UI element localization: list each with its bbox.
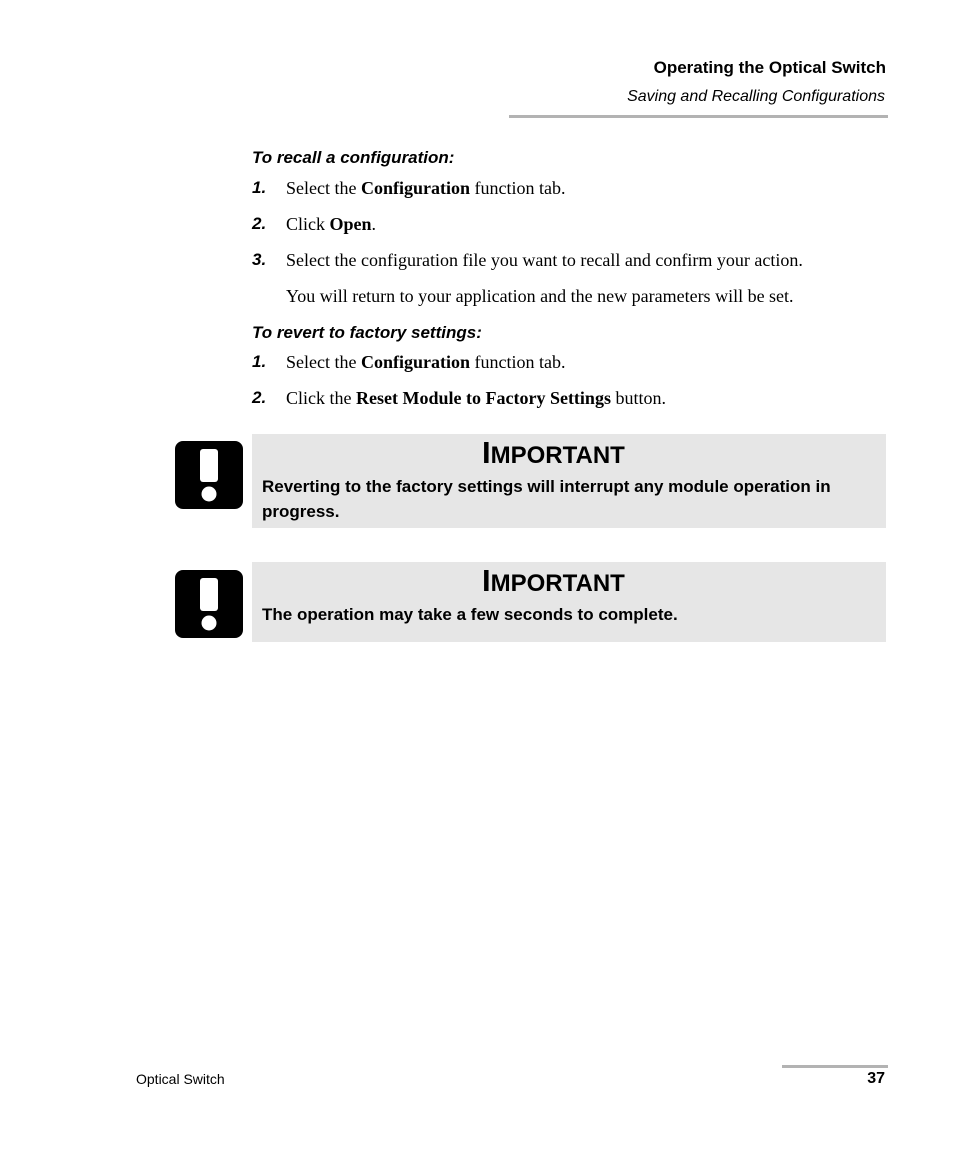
important-note bbox=[252, 434, 886, 528]
revert-heading: To revert to factory settings: bbox=[252, 323, 482, 342]
page-number: 37 bbox=[867, 1070, 885, 1087]
header-rule bbox=[509, 115, 888, 118]
step-number: 1. bbox=[252, 178, 267, 197]
step-text: Select the Configuration function tab. bbox=[286, 178, 566, 198]
ui-term: Reset Module to Factory Settings bbox=[356, 388, 611, 408]
important-note bbox=[252, 562, 886, 642]
chapter-title: Operating the Optical Switch bbox=[653, 58, 886, 77]
section-title: Saving and Recalling Configurations bbox=[627, 88, 885, 105]
step-number: 2. bbox=[252, 214, 267, 233]
exclamation-icon bbox=[175, 570, 243, 638]
recall-heading: To recall a configuration: bbox=[252, 148, 455, 167]
footer-rule bbox=[782, 1065, 888, 1068]
ui-term: Configuration bbox=[360, 352, 470, 372]
ui-term: Configuration bbox=[360, 178, 470, 198]
exclamation-icon bbox=[175, 441, 243, 509]
footer-product: Optical Switch bbox=[136, 1071, 225, 1087]
ui-term: Open bbox=[329, 214, 372, 234]
important-text: The operation may take a few seconds to complete. bbox=[262, 605, 678, 624]
step-text: Select the Configuration function tab. bbox=[286, 352, 566, 372]
step-text: Click the Reset Module to Factory Settings button. bbox=[286, 388, 666, 408]
step-number: 3. bbox=[252, 250, 267, 269]
important-title: IMPORTANT bbox=[482, 435, 625, 470]
important-title: IMPORTANT bbox=[482, 563, 625, 598]
step-number: 2. bbox=[252, 388, 267, 407]
important-text: Reverting to the factory settings will interrupt any module operation in progress. bbox=[262, 477, 831, 521]
step-number: 1. bbox=[252, 352, 267, 371]
step-text: Click Open. bbox=[286, 214, 377, 234]
step-text: Select the configuration file you want to recall and confirm your action. bbox=[286, 250, 803, 270]
recall-result: You will return to your application and the new parameters will be set. bbox=[286, 286, 794, 306]
